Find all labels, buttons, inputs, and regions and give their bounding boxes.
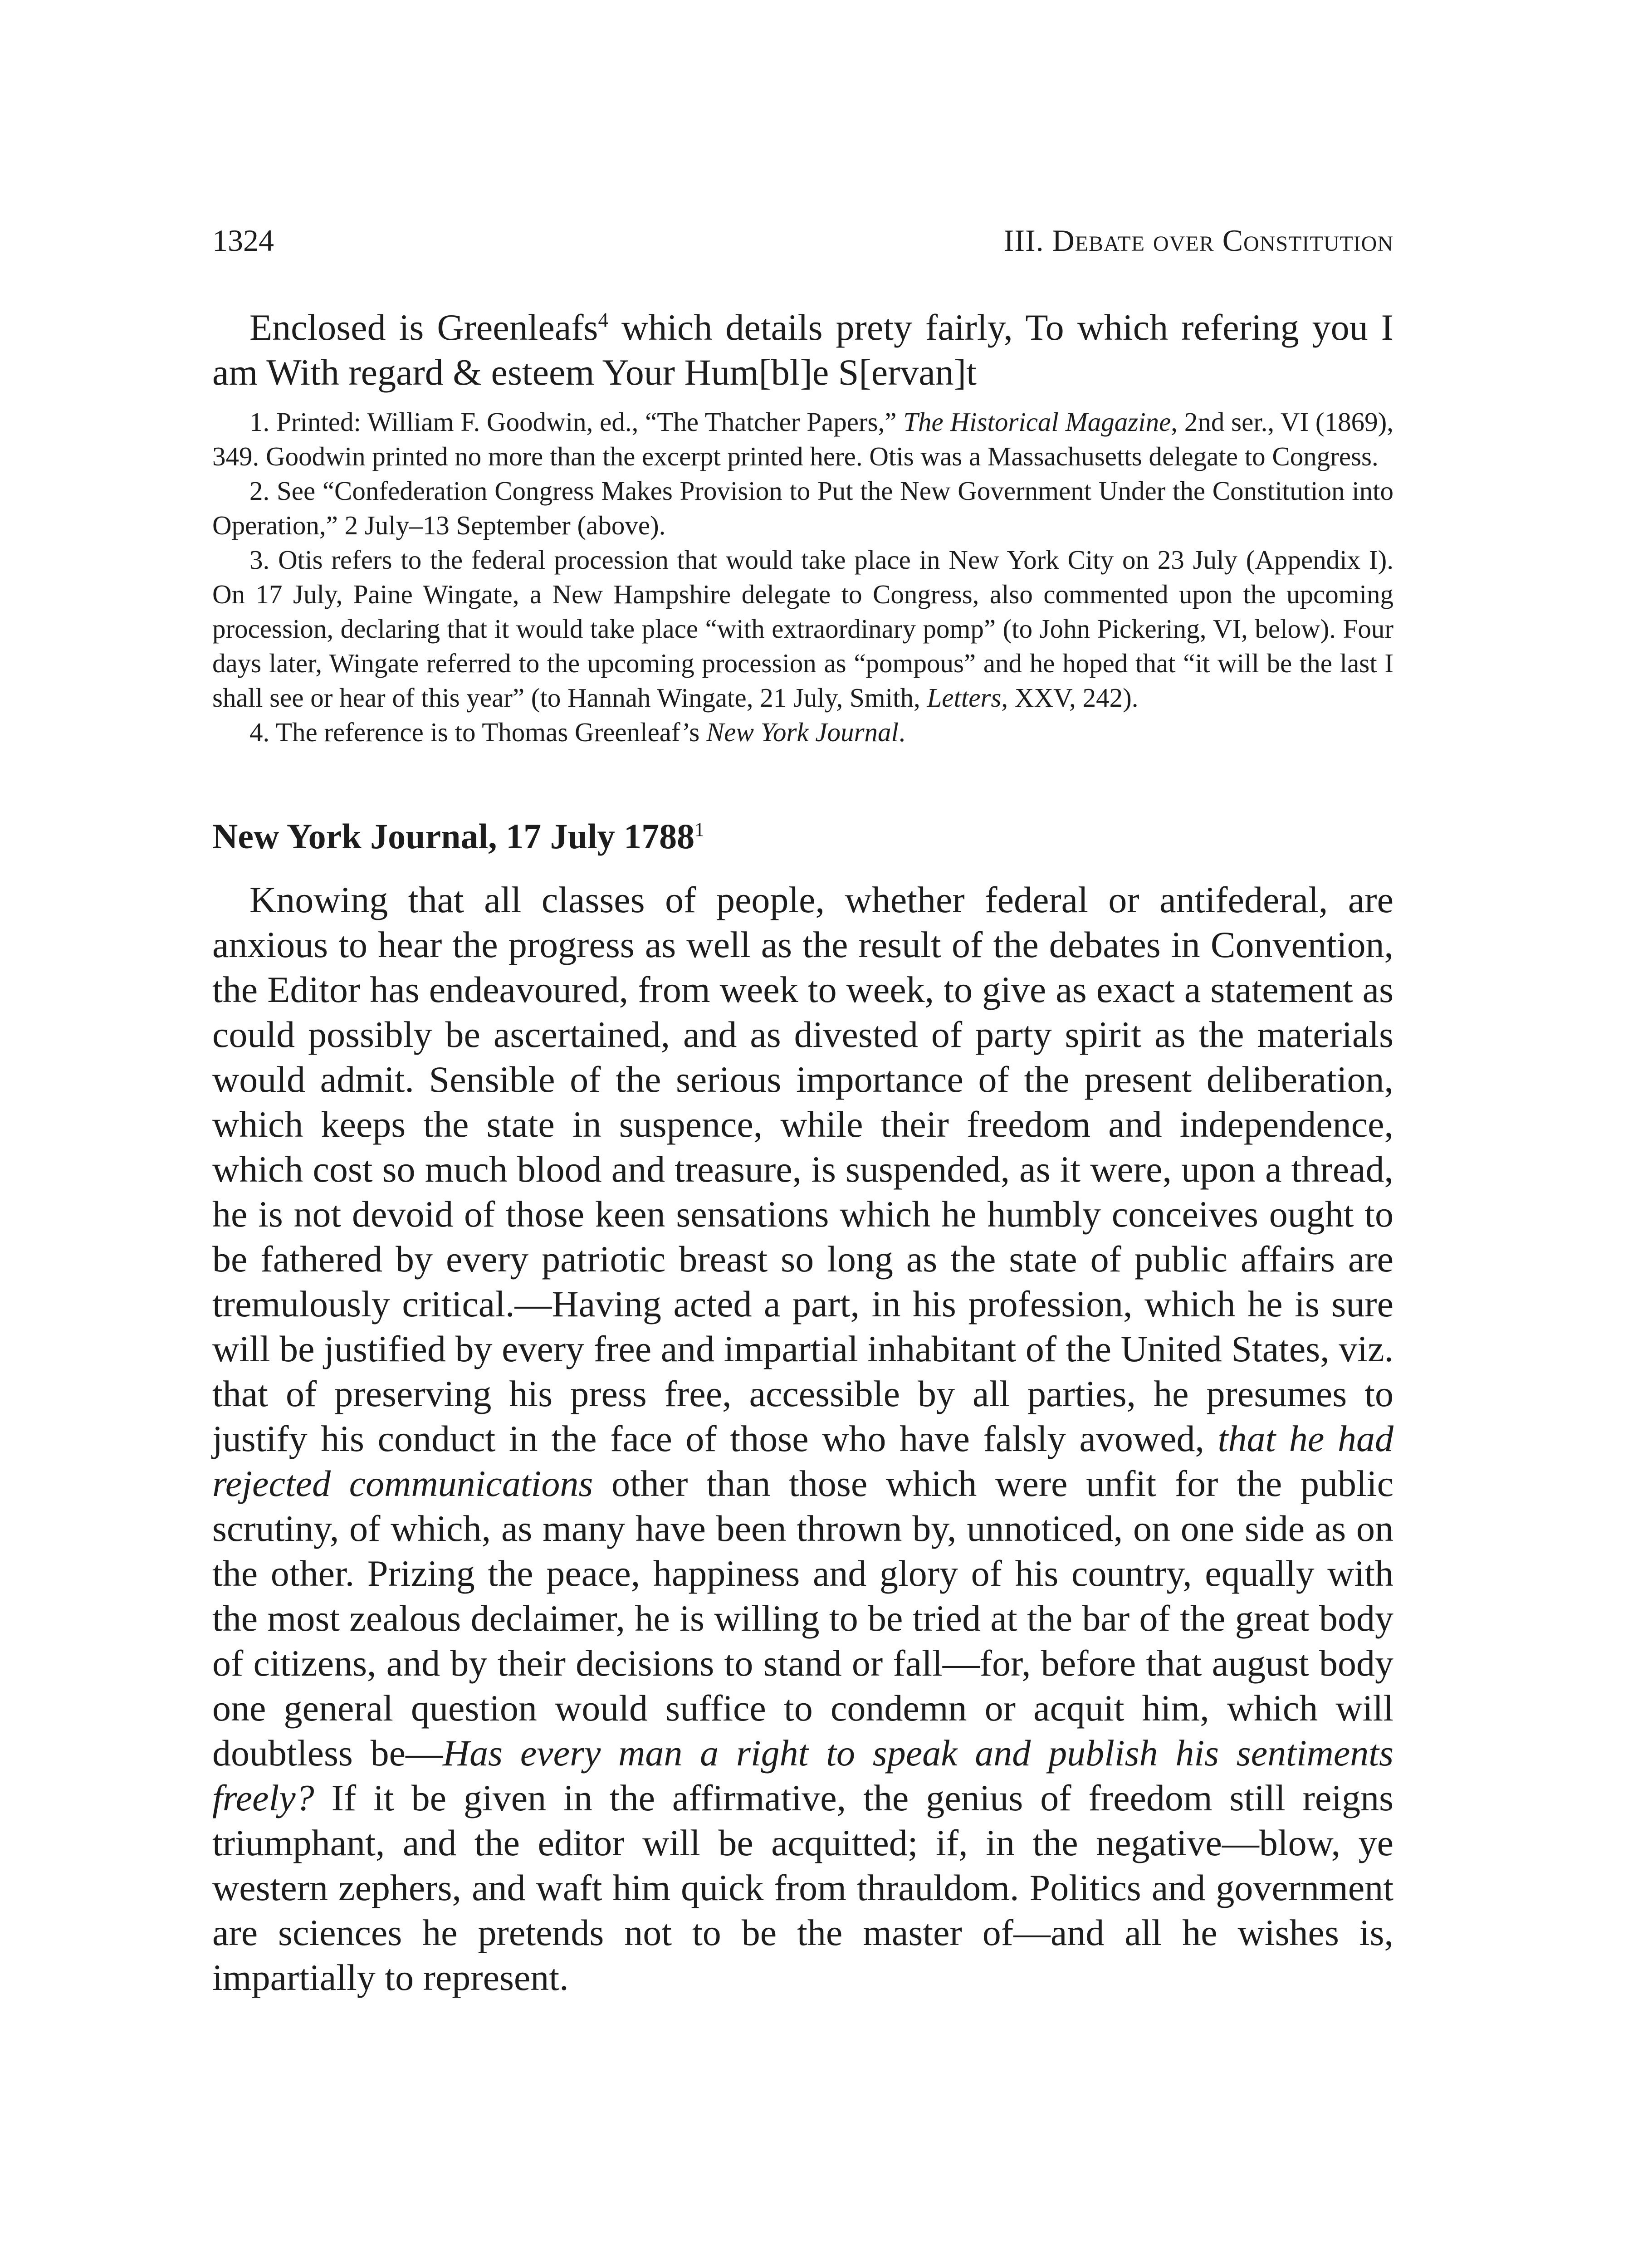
footnote-2: 2. See “Confederation Congress Makes Provision to Put the New Government Under the Constitution into Operation,” 2 July–13 September (above). (212, 476, 1393, 540)
footnote-1: 1. Printed: William F. Goodwin, ed., “The Thatcher Papers,” The Historical Magazine, 2nd ser., VI (1869), 349. Goodwin printed no more than the excerpt printed here. Otis was a Massachusetts delegate to Congress. (212, 407, 1393, 471)
running-head: III. Debate over Constitution (1003, 223, 1393, 258)
section-heading: New York Journal, 17 July 1788$^1$ (212, 816, 704, 856)
article-body: Knowing that all classes of people, whether federal or antifederal, are anxious to hear the progress as well as the result of the debates in Convention, the Editor has endeavoured, from week to week, to give as exact a statement as could possibly be ascertained, and as divested of party spirit as the materials would admit. Sensible of the serious importance of the present deliberation, which keeps the state in suspence, while their freedom and independence, which cost so much blood and treasure, is suspended, as it were, upon a thread, he is not devoid of those keen sensations which he humbly conceives ought to be fathered by every patriotic breast so long as the state of public affairs are tremulously critical.—Having acted a part, in his profession, which he is sure will be justified by every free and impartial inhabitant of the United States, viz. that of preserving his press free, accessible by all parties, he presumes to justify his conduct in the face of those who have falsly avowed, that he had rejected communications other than those which were unfit for the public scrutiny, of which, as many have been thrown by, unnoticed, on one side as on the other. Prizing the peace, happiness and glory of his country, equally with the most zealous declaimer, he is willing to be tried at the bar of the great body of citizens, and by their decisions to stand or fall—for, before that august body one general question would suffice to condemn or acquit him, which will doubtless be—Has every man a right to speak and publish his sentiments freely? If it be given in the affirmative, the genius of freedom still reigns triumphant, and the editor will be acquitted; if, in the negative—blow, ye western zephers, and waft him quick from thrauldom. Politics and government are sciences he pretends not to be the master of—and all he wishes is, impartially to represent. (212, 879, 1393, 1998)
footnotes (212, 405, 1393, 749)
footnote-ref-4: 4 (598, 308, 608, 332)
footnote-4: 4. The reference is to Thomas Greenleaf’s New York Journal. (249, 717, 905, 747)
letter-closing: Enclosed is Greenleafs$^4$ which details prety fairly, To which refering you I am With regard & esteem Your Hum[bl]e S[ervan]t (212, 307, 1393, 393)
page-number: 1324 (212, 223, 274, 258)
page-content (212, 305, 1393, 2000)
footnote-3: 3. Otis refers to the federal procession that would take place in New York City on 23 July (Appendix I). On 17 July, Paine Wingate, a New Hampshire delegate to Congress, also commented upon the upcoming procession, declaring that it would take place “with extraordinary pomp” (to John Pickering, VI, below). Four days later, Wingate referred to the upcoming procession as “pompous” and he hoped that “it will be the last I shall see or hear of this year” (to Hannah Wingate, 21 July, Smith, Letters, XXV, 242). (212, 545, 1393, 713)
section-footnote-ref: 1 (694, 819, 704, 841)
page-header (212, 218, 1393, 263)
